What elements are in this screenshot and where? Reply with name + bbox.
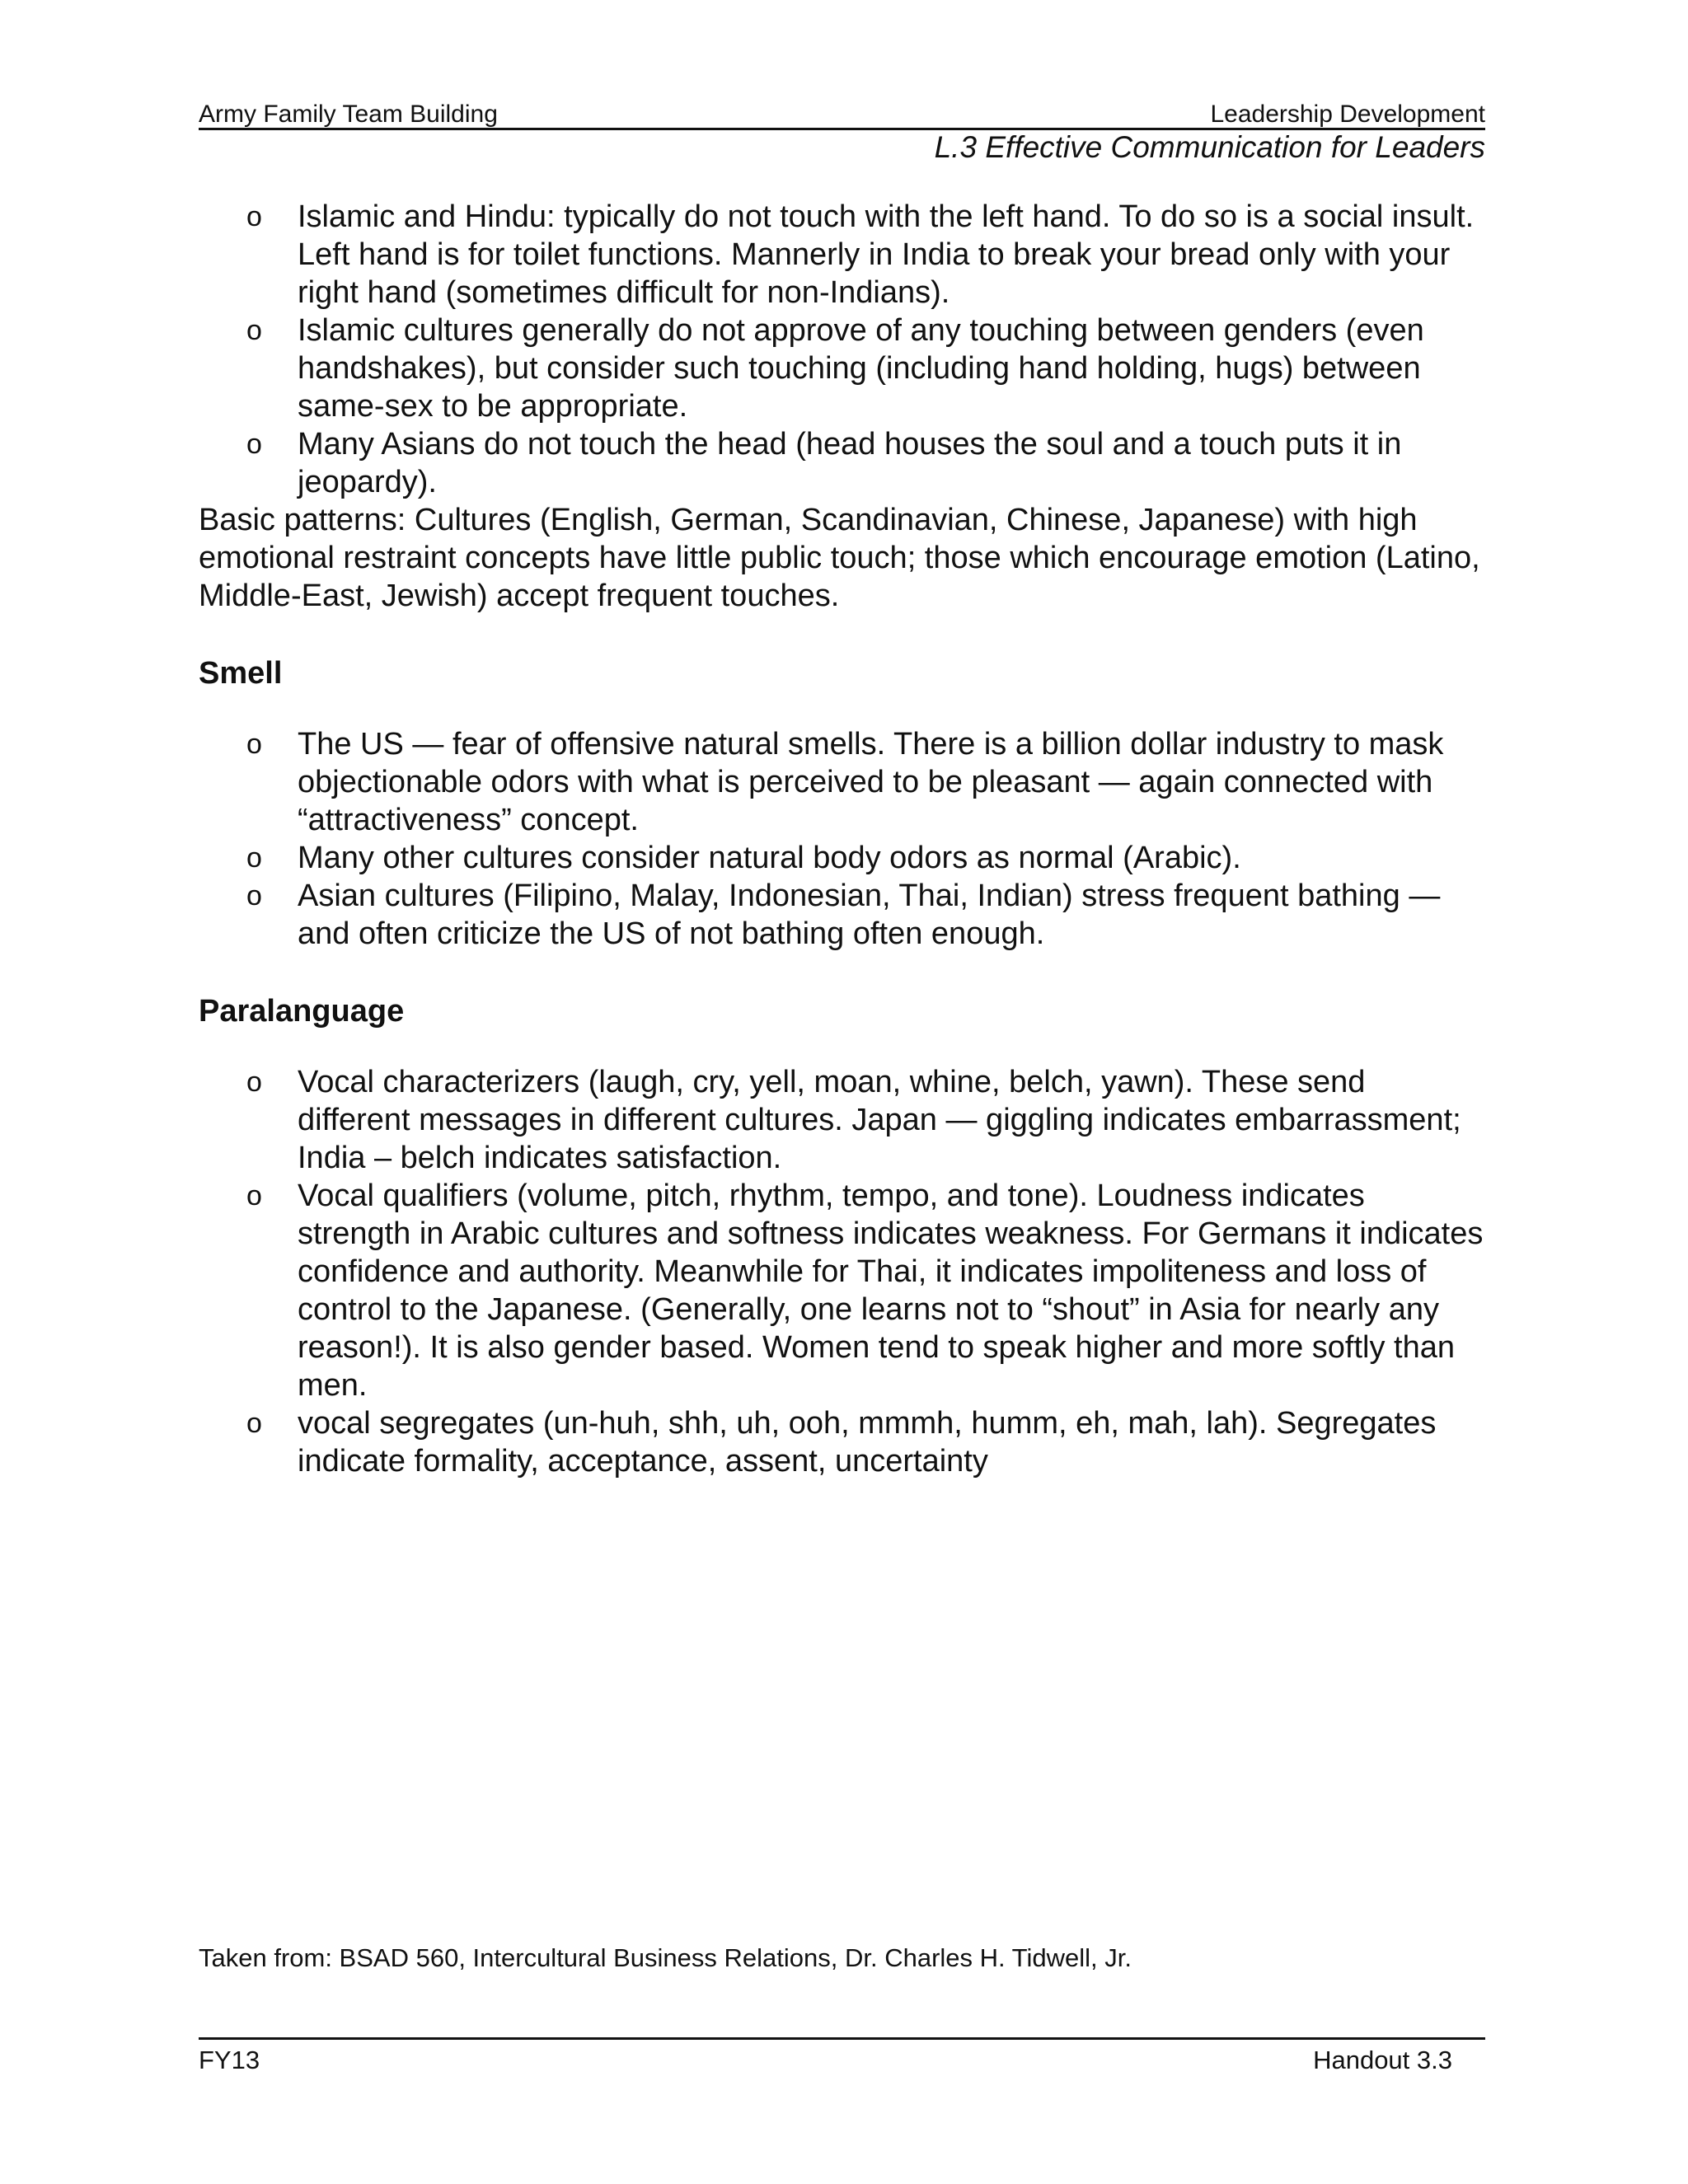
footer-right: Handout 3.3: [1313, 2046, 1452, 2074]
list-item-text: Vocal qualifiers (volume, pitch, rhythm, tempo, and tone). Loudness indicates strength in Arabic cultures and softness indicates weakness. For Germans it indicates confidence and authority. Meanwhile for Thai, it indicates impoliteness and loss of control to the Japanese. (Generally, one learns not to “shout” in Asia for nearly any reason!). It is also gender based. Women tend to speak higher and more softly than men.: [298, 1179, 1484, 1403]
list-item-text: Vocal characterizers (laugh, cry, yell, moan, whine, belch, yawn). These send different messages in different cultures. Japan — giggling indicates embarrassment; India – belch indicates satisfaction.: [298, 1065, 1461, 1175]
main-content: [199, 198, 1484, 1480]
bullet-marker: o: [246, 1180, 262, 1212]
header-subtitle: L.3 Effective Communication for Leaders: [934, 130, 1485, 164]
basic-patterns-paragraph: Basic patterns: Cultures (English, German, Scandinavian, Chinese, Japanese) with high emotional restraint concepts have little public touch; those which encourage emotion (Latino, Middle-East, Jewish) accept frequent touches.: [199, 503, 1480, 613]
bullet-marker: o: [246, 842, 262, 874]
bullet-marker: o: [246, 729, 262, 760]
list-item: [199, 839, 1484, 877]
citation: Taken from: BSAD 560, Intercultural Business Relations, Dr. Charles H. Tidwell, Jr.: [199, 1943, 1132, 1972]
touch-bullet-list: [199, 198, 1484, 501]
smell-heading: Smell: [199, 656, 283, 691]
footer-rule: [199, 2037, 1485, 2040]
list-item-text: Asian cultures (Filipino, Malay, Indonesian, Thai, Indian) stress frequent bathing — and often criticize the US of not bathing often enough.: [298, 879, 1441, 951]
list-item: [199, 877, 1484, 953]
footer-left: FY13: [199, 2046, 260, 2074]
list-item-text: Islamic and Hindu: typically do not touch with the left hand. To do so is a social insult. Left hand is for toilet functions. Mannerly in India to break your bread only with your right hand (sometimes difficult for non-Indians).: [298, 199, 1475, 310]
list-item: [199, 198, 1484, 312]
bullet-marker: o: [246, 880, 262, 912]
bullet-marker: o: [246, 429, 262, 460]
list-item-text: Islamic cultures generally do not approve of any touching between genders (even handshakes), but consider such touching (including hand holding, hugs) between same-sex to be appropriate.: [298, 313, 1424, 424]
list-item: [199, 1177, 1484, 1404]
paralanguage-heading: Paralanguage: [199, 994, 405, 1029]
list-item: [199, 725, 1484, 839]
smell-bullet-list: [199, 725, 1484, 953]
bullet-marker: o: [246, 1408, 262, 1439]
bullet-marker: o: [246, 1066, 262, 1098]
paralanguage-bullet-list: [199, 1063, 1484, 1480]
list-item: [199, 312, 1484, 425]
list-item-text: Many other cultures consider natural body odors as normal (Arabic).: [298, 841, 1241, 875]
list-item: [199, 425, 1484, 501]
list-item: [199, 1404, 1484, 1480]
list-item-text: Many Asians do not touch the head (head houses the soul and a touch puts it in jeopardy).: [298, 427, 1402, 499]
bullet-marker: o: [246, 201, 262, 232]
list-item-text: vocal segregates (un-huh, shh, uh, ooh, mmmh, humm, eh, mah, lah). Segregates indicate formality, acceptance, assent, uncertainty: [298, 1406, 1437, 1479]
header-right: Leadership Development: [1210, 101, 1485, 128]
header-left: Army Family Team Building: [199, 101, 498, 128]
list-item-text: The US — fear of offensive natural smells. There is a billion dollar industry to mask objectionable odors with what is perceived to be pleasant — again connected with “attractiveness” concept.: [298, 727, 1444, 837]
list-item: [199, 1063, 1484, 1177]
bullet-marker: o: [246, 315, 262, 346]
